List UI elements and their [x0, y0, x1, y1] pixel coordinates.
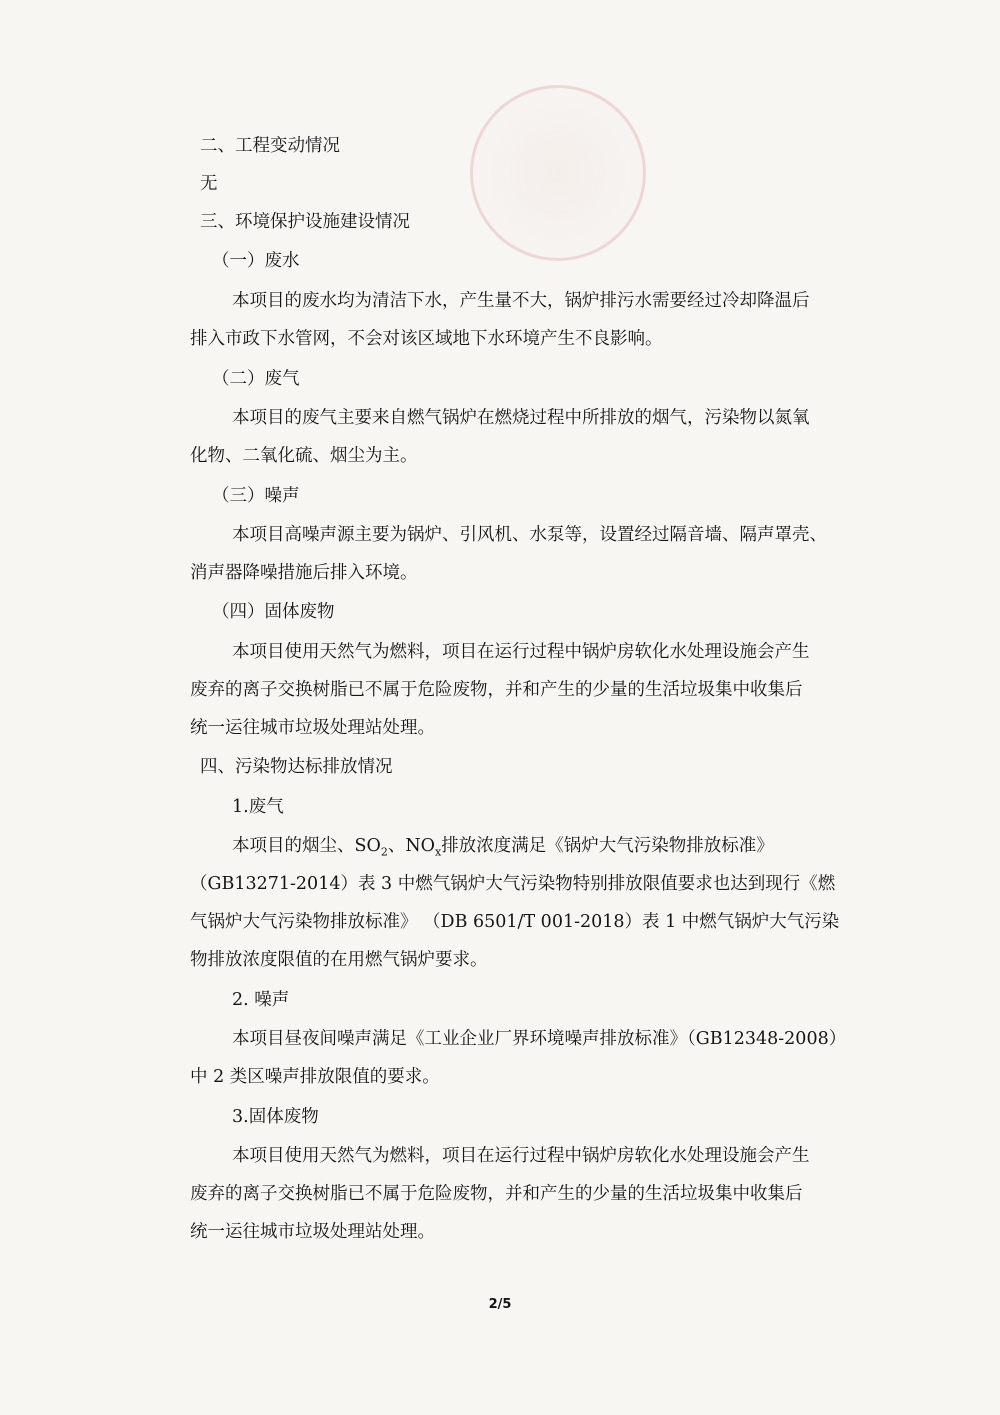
section-3-1-line2: 排入市政下水管网，不会对该区域地下水环境产生不良影响。 [190, 329, 663, 349]
section-4-2-line1: 本项目昼夜间噪声满足《工业企业厂界环境噪声排放标准》（GB12348-2008） [232, 1029, 847, 1049]
section-4-3-title: 3.固体废物 [232, 1107, 319, 1127]
section-4-3-line2: 废弃的离子交换树脂已不属于危险废物，并和产生的少量的生活垃圾集中收集后 [190, 1184, 803, 1204]
section-3-title: 三、环境保护设施建设情况 [200, 212, 410, 232]
section-4-1-title: 1.废气 [232, 797, 284, 817]
section-3-3-line2: 消声器降噪措施后排入环境。 [190, 563, 418, 583]
so2-subscript: 2 [380, 845, 388, 859]
section-3-4-title: （四）固体废物 [212, 602, 335, 622]
section-4-1-line2: （GB13271-2014）表 3 中燃气锅炉大气污染物特别排放限值要求也达到现行《燃 [190, 874, 836, 894]
section-4-1-line3: 气锅炉大气污染物排放标准》 （DB 6501/T 001-2018）表 1 中燃气锅炉大气污染 [190, 912, 840, 932]
page-number: 2/5 [488, 1297, 512, 1312]
section-3-4-line3: 统一运往城市垃圾处理站处理。 [190, 718, 435, 738]
section-3-2-title: （二）废气 [212, 369, 300, 389]
section-3-1-title: （一）废水 [212, 251, 300, 271]
section-3-4-line2: 废弃的离子交换树脂已不属于危险废物，并和产生的少量的生活垃圾集中收集后 [190, 680, 803, 700]
section-4-3-line3: 统一运往城市垃圾处理站处理。 [190, 1222, 435, 1242]
section-4-1-line4: 物排放浓度限值的在用燃气锅炉要求。 [190, 950, 488, 970]
section-4-2-title: 2. 噪声 [232, 990, 290, 1010]
section-3-3-title: （三）噪声 [212, 486, 300, 506]
section-3-1-line1: 本项目的废水均为清洁下水，产生量不大，锅炉排污水需要经过冷却降温后 [232, 291, 810, 311]
section-4-2-line2: 中 2 类区噪声排放限值的要求。 [190, 1067, 440, 1087]
section-4-1-line1 [232, 832, 774, 859]
section-4-3-line1: 本项目使用天然气为燃料，项目在运行过程中锅炉房软化水处理设施会产生 [232, 1146, 810, 1166]
section-3-3-line1: 本项目高噪声源主要为锅炉、引风机、水泵等，设置经过隔音墙、隔声罩壳、 [232, 525, 827, 545]
section-4-1-line1-part-b: 、NO [387, 836, 436, 856]
section-3-2-line1: 本项目的废气主要来自燃气锅炉在燃烧过程中所排放的烟气，污染物以氮氧 [232, 408, 810, 428]
faded-seal-stamp [470, 85, 646, 261]
section-4-1-line1-part-a: 本项目的烟尘、SO [232, 836, 381, 856]
section-2-title: 二、工程变动情况 [200, 136, 340, 156]
section-3-2-line2: 化物、二氧化硫、烟尘为主。 [190, 446, 418, 466]
nox-subscript: x [435, 845, 442, 859]
section-3-4-line1: 本项目使用天然气为燃料，项目在运行过程中锅炉房软化水处理设施会产生 [232, 642, 810, 662]
section-4-title: 四、污染物达标排放情况 [200, 757, 393, 777]
section-2-text: 无 [200, 174, 218, 194]
section-4-1-line1-part-c: 排放浓度满足《锅炉大气污染物排放标准》 [441, 836, 774, 856]
